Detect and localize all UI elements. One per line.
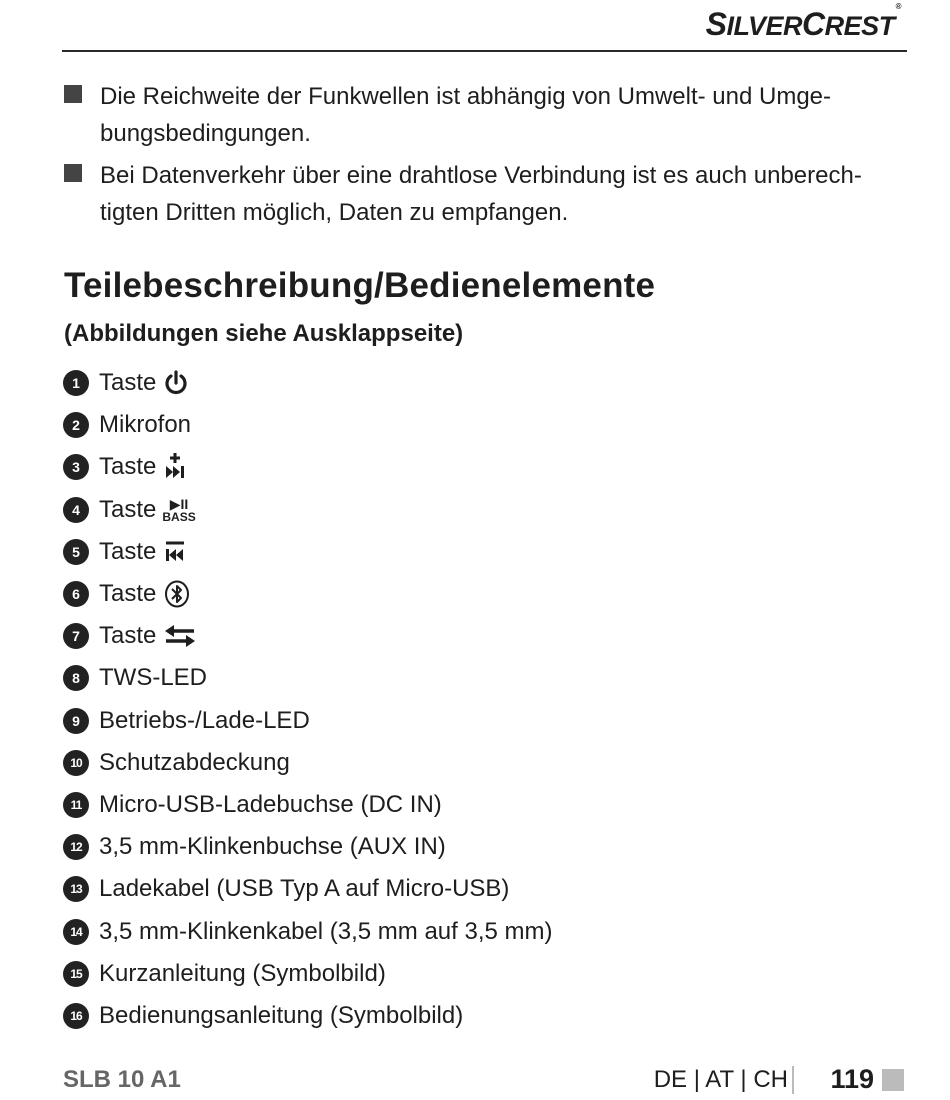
part-label: Taste (99, 453, 157, 481)
power-icon (164, 370, 188, 396)
number-badge: 11 (63, 792, 89, 818)
part-label: 3,5 mm-Klinkenbuchse (AUX IN) (99, 833, 446, 861)
part-label: Schutzabdeckung (99, 748, 290, 776)
swap-arrows-icon (164, 624, 196, 648)
list-item (63, 953, 863, 995)
part-label: Taste (99, 622, 157, 650)
part-label: Ladekabel (USB Typ A auf Micro-USB) (99, 875, 510, 903)
part-label: Mikrofon (99, 411, 192, 439)
part-label: Taste (99, 369, 157, 397)
list-item (63, 573, 863, 615)
model-number: SLB 10 A1 (63, 1066, 181, 1093)
minus-prev-icon (164, 539, 186, 565)
part-label: Taste (99, 580, 157, 608)
list-item (63, 868, 863, 910)
list-item (63, 657, 863, 699)
list-item (63, 742, 863, 784)
number-badge: 9 (63, 708, 89, 734)
number-badge: 2 (63, 412, 89, 438)
list-item (63, 826, 863, 868)
part-label: Bedienungsanleitung (Symbolbild) (99, 1001, 464, 1029)
bullet-text: Die Reichweite der Funkwellen ist abhängig von Umwelt- und Umge- bungsbedingungen. (100, 83, 832, 147)
bullet-item (64, 157, 909, 231)
list-item (63, 910, 863, 952)
part-label: Kurzanleitung (Symbolbild) (99, 959, 386, 987)
footer-divider (792, 1066, 794, 1094)
list-item (63, 489, 863, 531)
part-label: Micro-USB-Ladebuchse (DC IN) (99, 790, 442, 818)
country-codes: DE | AT | CH (653, 1066, 788, 1093)
list-item (63, 404, 863, 446)
bullet-square-icon (64, 85, 82, 103)
list-item (63, 784, 863, 826)
number-badge: 1 (63, 370, 89, 396)
number-badge: 7 (63, 623, 89, 649)
part-label: Taste (99, 495, 157, 523)
number-badge: 4 (63, 497, 89, 523)
number-badge: 6 (63, 581, 89, 607)
bullet-square-icon (64, 164, 82, 182)
bluetooth-icon (164, 580, 190, 608)
bullet-text: Bei Datenverkehr über eine drahtlose Verbindung ist es auch unberech- tigten Dritten möglich, Daten zu empfangen. (100, 162, 862, 226)
number-badge: 3 (63, 454, 89, 480)
list-item (63, 700, 863, 742)
play-pause-bass-icon: ▶II BASS (162, 495, 196, 524)
bullet-item (64, 78, 909, 152)
part-label: Betriebs-/Lade-LED (99, 706, 310, 734)
page-number: 119 (830, 1064, 874, 1094)
section-title: Teilebeschreibung/Bedienelemente (64, 266, 656, 305)
page-marker-icon (882, 1069, 904, 1091)
list-item (63, 446, 863, 488)
parts-list (63, 362, 863, 1037)
number-badge: 12 (63, 834, 89, 860)
part-label: Taste (99, 537, 157, 565)
number-badge: 8 (63, 665, 89, 691)
number-badge: 10 (63, 750, 89, 776)
plus-next-icon (164, 452, 186, 482)
list-item (63, 531, 863, 573)
page-footer (63, 1062, 908, 1100)
section-subtitle: (Abbildungen siehe Ausklappseite) (64, 320, 464, 347)
number-badge: 5 (63, 539, 89, 565)
list-item (63, 362, 863, 404)
number-badge: 15 (63, 961, 89, 987)
list-item (63, 995, 863, 1037)
number-badge: 13 (63, 876, 89, 902)
part-label: TWS-LED (99, 664, 207, 692)
brand-logo: SILVERCREST® (705, 2, 901, 42)
part-label: 3,5 mm-Klinkenkabel (3,5 mm auf 3,5 mm) (99, 917, 553, 945)
page-header (62, 0, 907, 52)
number-badge: 14 (63, 919, 89, 945)
list-item (63, 615, 863, 657)
number-badge: 16 (63, 1003, 89, 1029)
